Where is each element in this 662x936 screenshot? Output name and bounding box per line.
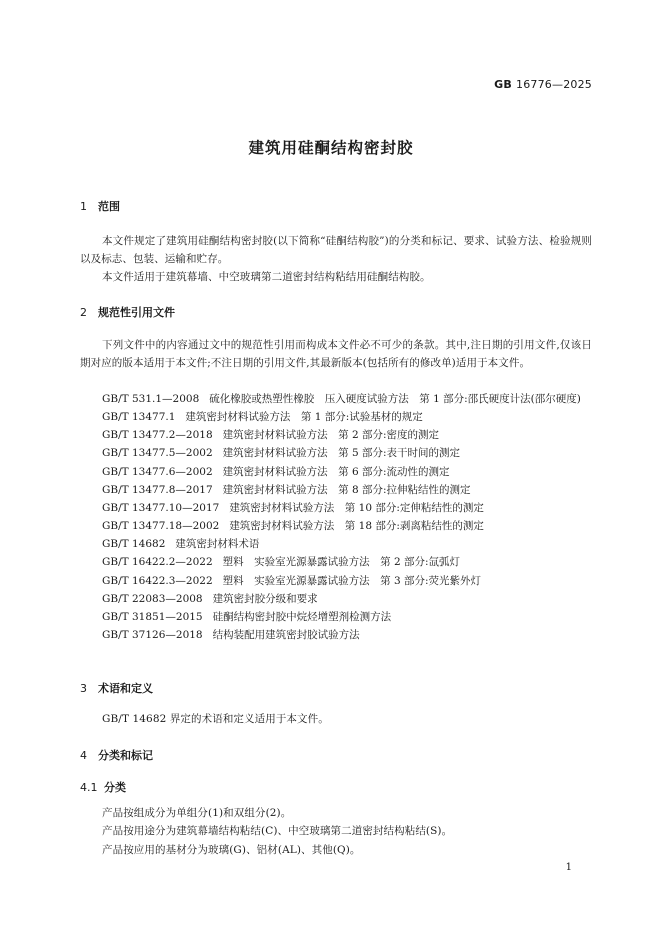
reference-item <box>80 390 592 408</box>
reference-title: 建筑密封材料试验方法 第 2 部分:密度的测定 <box>222 429 440 442</box>
references-intro: 下列文件中的内容通过文中的规范性引用而构成本文件必不可少的条款。其中,注日期的引用文件,仅该日期对应的版本适用于本文件;不注日期的引用文件,其最新版本(包括所有的修改单)适用于本文件。 <box>80 339 592 369</box>
document-title: 建筑用硅酮结构密封胶 <box>248 139 414 157</box>
section-number: 2 <box>80 306 87 319</box>
section-1-heading <box>80 198 120 214</box>
section-title: 术语和定义 <box>98 682 153 695</box>
reference-item <box>80 608 592 626</box>
reference-title: 建筑密封胶分级和要求 <box>212 592 318 605</box>
standard-prefix: GB <box>494 78 512 91</box>
reference-item <box>80 481 592 499</box>
reference-code: GB/T 16422.3—2022 <box>102 574 213 587</box>
reference-item <box>80 463 592 481</box>
standard-code <box>494 78 592 91</box>
section-number: 3 <box>80 682 87 695</box>
section-title: 分类和标记 <box>98 749 153 762</box>
reference-code: GB/T 13477.18—2002 <box>102 520 220 533</box>
reference-code: GB/T 13477.1 <box>102 411 176 424</box>
terms-paragraph: GB/T 14682 界定的术语和定义适用于本文件。 <box>102 713 329 725</box>
reference-code: GB/T 13477.8—2017 <box>102 483 213 496</box>
reference-title: 硫化橡胶或热塑性橡胶 压入硬度试验方法 第 1 部分:邵氏硬度计法(邵尔硬度) <box>209 393 581 405</box>
reference-item <box>80 444 592 462</box>
reference-title: 塑料 实验室光源暴露试验方法 第 3 部分:荧光紫外灯 <box>222 574 482 587</box>
reference-code: GB/T 13477.6—2002 <box>102 465 213 478</box>
section-2-heading <box>80 304 175 320</box>
classification-paragraph-1: 产品按组成分为单组分(1)和双组分(2)。 <box>102 807 292 819</box>
section-4-heading <box>80 747 153 763</box>
reference-title: 建筑密封材料试验方法 第 1 部分:试验基材的规定 <box>185 411 423 424</box>
reference-code: GB/T 37126—2018 <box>102 629 203 642</box>
standard-number: 16776—2025 <box>516 78 592 91</box>
reference-item <box>80 499 592 517</box>
reference-code: GB/T 31851—2015 <box>102 610 203 623</box>
section-number: 4.1 <box>80 781 98 794</box>
reference-item <box>80 426 592 444</box>
reference-title: 建筑密封材料试验方法 第 6 部分:流动性的测定 <box>222 465 450 478</box>
reference-title: 建筑密封材料试验方法 第 5 部分:表干时间的测定 <box>222 447 461 460</box>
reference-code: GB/T 16422.2—2022 <box>102 556 213 569</box>
section-number: 1 <box>80 200 87 213</box>
scope-paragraph-2: 本文件适用于建筑幕墙、中空玻璃第二道密封结构粘结用硅酮结构胶。 <box>102 271 431 283</box>
section-title: 规范性引用文件 <box>98 306 175 319</box>
reference-code: GB/T 14682 <box>102 538 166 551</box>
reference-title: 建筑密封材料试验方法 第 18 部分:剥离粘结性的测定 <box>229 520 484 533</box>
reference-item <box>80 626 592 644</box>
reference-item <box>80 408 592 426</box>
scope-paragraph-1: 本文件规定了建筑用硅酮结构密封胶(以下简称“硅酮结构胶”)的分类和标记、要求、试验方法、检验规则以及标志、包装、运输和贮存。 <box>80 235 592 265</box>
reference-item <box>80 553 592 571</box>
classification-paragraph-2: 产品按用途分为建筑幕墙结构粘结(C)、中空玻璃第二道密封结构粘结(S)。 <box>102 825 453 837</box>
reference-list <box>80 390 592 644</box>
reference-item <box>80 590 592 608</box>
reference-title: 硅酮结构密封胶中烷烃增塑剂检测方法 <box>212 610 392 623</box>
reference-code: GB/T 13477.10—2017 <box>102 501 220 514</box>
reference-item <box>80 517 592 535</box>
reference-title: 塑料 实验室光源暴露试验方法 第 2 部分:氙弧灯 <box>222 556 461 569</box>
reference-item <box>80 572 592 590</box>
section-4-1-heading <box>80 779 126 795</box>
reference-title: 建筑密封材料试验方法 第 8 部分:拉伸粘结性的测定 <box>222 483 471 496</box>
reference-title: 建筑密封材料术语 <box>175 538 260 551</box>
reference-title: 建筑密封材料试验方法 第 10 部分:定伸粘结性的测定 <box>229 501 484 514</box>
reference-title: 结构装配用建筑密封胶试验方法 <box>212 629 360 642</box>
reference-code: GB/T 13477.5—2002 <box>102 447 213 460</box>
reference-code: GB/T 13477.2—2018 <box>102 429 213 442</box>
section-title: 范围 <box>98 200 120 213</box>
classification-paragraph-3: 产品按应用的基材分为玻璃(G)、铝材(AL)、其他(Q)。 <box>102 844 361 856</box>
section-3-heading <box>80 680 153 696</box>
reference-code: GB/T 22083—2008 <box>102 592 203 605</box>
reference-code: GB/T 531.1—2008 <box>102 393 200 405</box>
reference-item <box>80 535 592 553</box>
page-number: 1 <box>565 862 572 873</box>
section-title: 分类 <box>104 781 126 794</box>
section-number: 4 <box>80 749 87 762</box>
